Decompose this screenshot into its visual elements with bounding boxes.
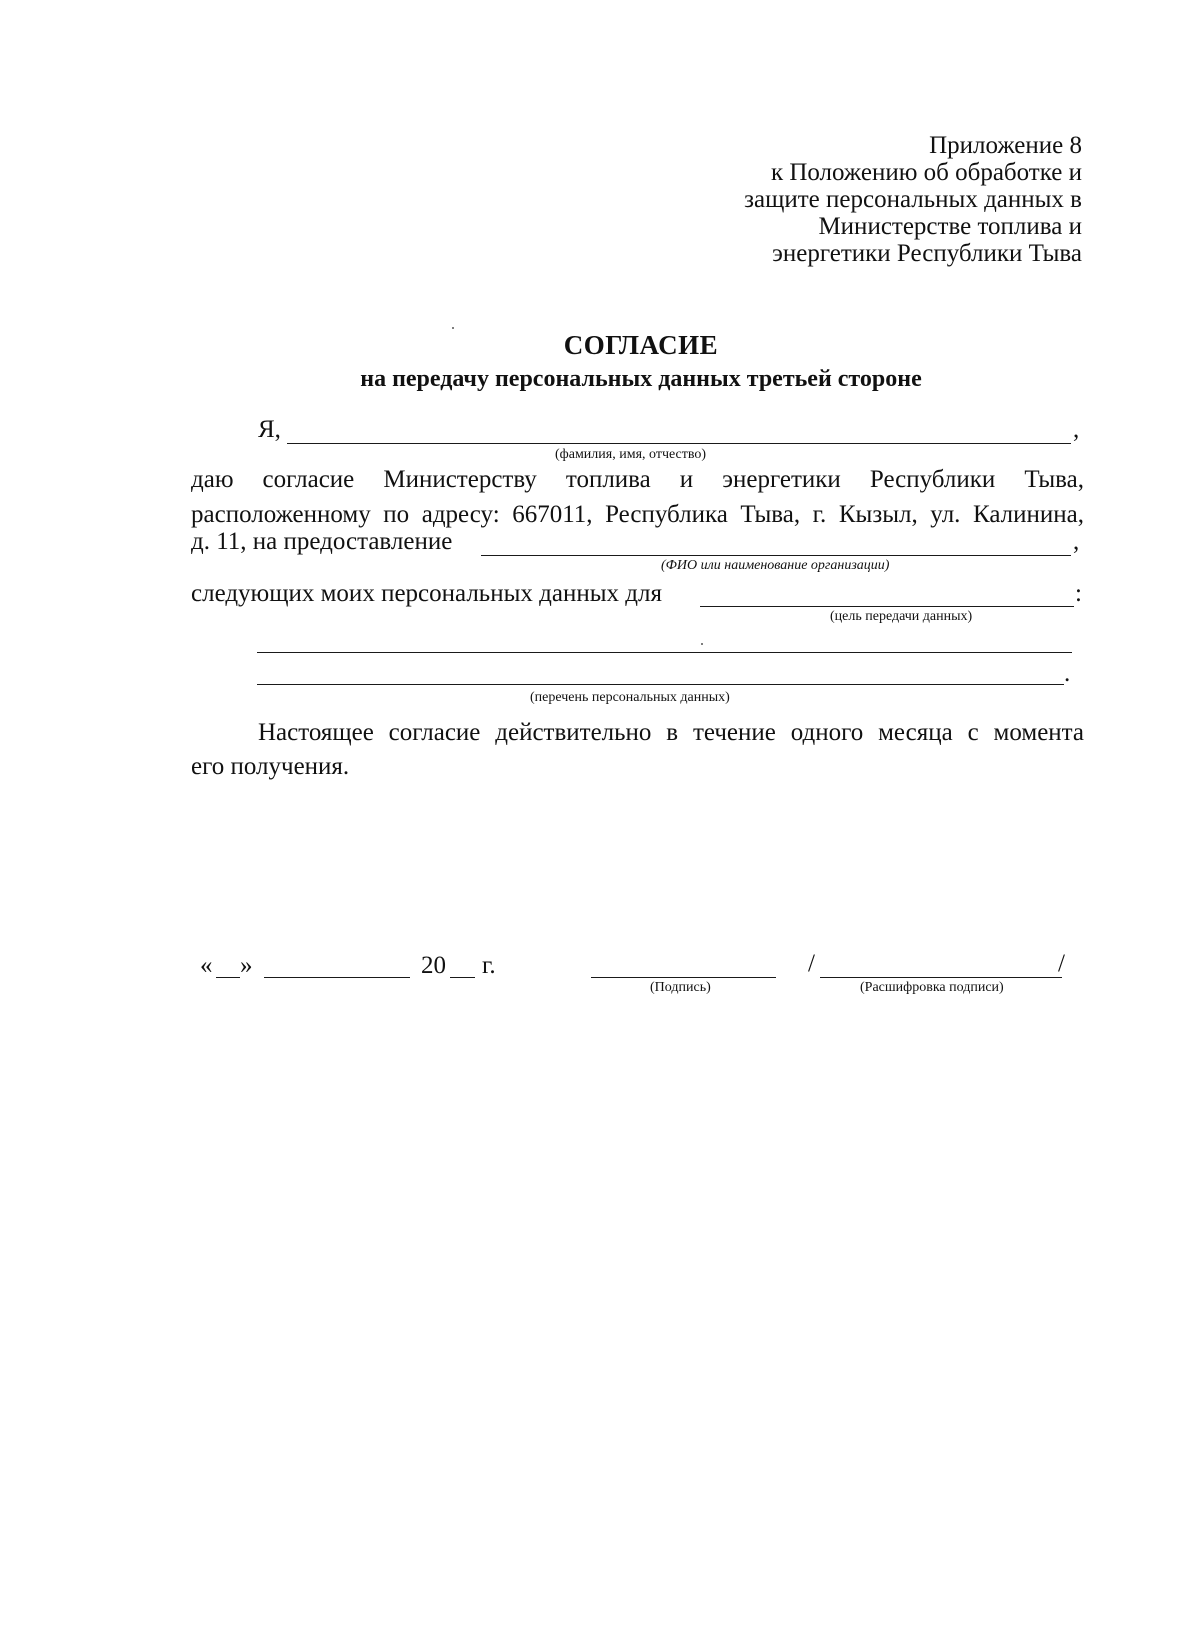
year-suffix: г. bbox=[482, 952, 496, 979]
fio-fill-line[interactable] bbox=[287, 443, 1071, 444]
appendix-line-5: энергетики Республики Тыва bbox=[772, 240, 1082, 267]
appendix-header bbox=[622, 132, 1082, 267]
year-fill-line[interactable] bbox=[450, 977, 475, 978]
month-fill-line[interactable] bbox=[264, 977, 410, 978]
following-suffix: : bbox=[1075, 580, 1082, 607]
signature-fill-line[interactable] bbox=[591, 977, 776, 978]
purpose-fill-line[interactable] bbox=[700, 606, 1074, 607]
day-fill-line[interactable] bbox=[216, 977, 240, 978]
list-end-period: . bbox=[1064, 660, 1071, 687]
provide-label: д. 11, на предоставление bbox=[191, 528, 453, 555]
data-list-line-2[interactable] bbox=[257, 684, 1064, 685]
validity-line-1: Настоящее согласие действительно в течение одного месяца с момента bbox=[258, 719, 1084, 746]
slash-left: / bbox=[808, 950, 815, 977]
hint-list: (перечень персональных данных) bbox=[530, 690, 730, 705]
i-suffix: , bbox=[1073, 416, 1080, 443]
hint-signature: (Подпись) bbox=[650, 980, 711, 995]
consent-line-address: расположенному по адресу: 667011, Республика Тыва, г. Кызыл, ул. Калинина, bbox=[191, 501, 1084, 528]
validity-line-2: его получения. bbox=[191, 753, 350, 780]
date-open-quote: « bbox=[200, 952, 213, 979]
slash-right: / bbox=[1058, 950, 1065, 977]
consent-line-1: даю согласие Министерству топлива и энергетики Республики Тыва, bbox=[191, 466, 1084, 493]
hint-decode: (Расшифровка подписи) bbox=[860, 980, 1004, 995]
date-close-quote: » bbox=[240, 952, 253, 979]
data-list-line-1[interactable] bbox=[257, 652, 1072, 653]
appendix-line-1: Приложение 8 bbox=[929, 132, 1082, 159]
document-title: СОГЛАСИЕ bbox=[563, 330, 719, 360]
i-prefix: Я, bbox=[258, 416, 281, 443]
scan-speck bbox=[452, 327, 454, 329]
following-label: следующих моих персональных данных для bbox=[191, 580, 662, 607]
hint-purpose: (цель передачи данных) bbox=[830, 609, 973, 624]
appendix-line-2: к Положению об обработке и bbox=[770, 159, 1082, 186]
provide-suffix: , bbox=[1073, 528, 1080, 555]
hint-org: (ФИО или наименование организации) bbox=[661, 558, 890, 573]
appendix-line-4: Министерстве топлива и bbox=[818, 213, 1082, 240]
document-subtitle: на передачу персональных данных третьей стороне bbox=[360, 366, 922, 392]
appendix-line-3: защите персональных данных в bbox=[744, 186, 1082, 213]
scan-speck-2 bbox=[701, 643, 703, 645]
year-prefix: 20 bbox=[421, 952, 446, 979]
hint-fio: (фамилия, имя, отчество) bbox=[555, 447, 707, 462]
org-fill-line[interactable] bbox=[481, 555, 1071, 556]
decode-fill-line[interactable] bbox=[820, 977, 1062, 978]
